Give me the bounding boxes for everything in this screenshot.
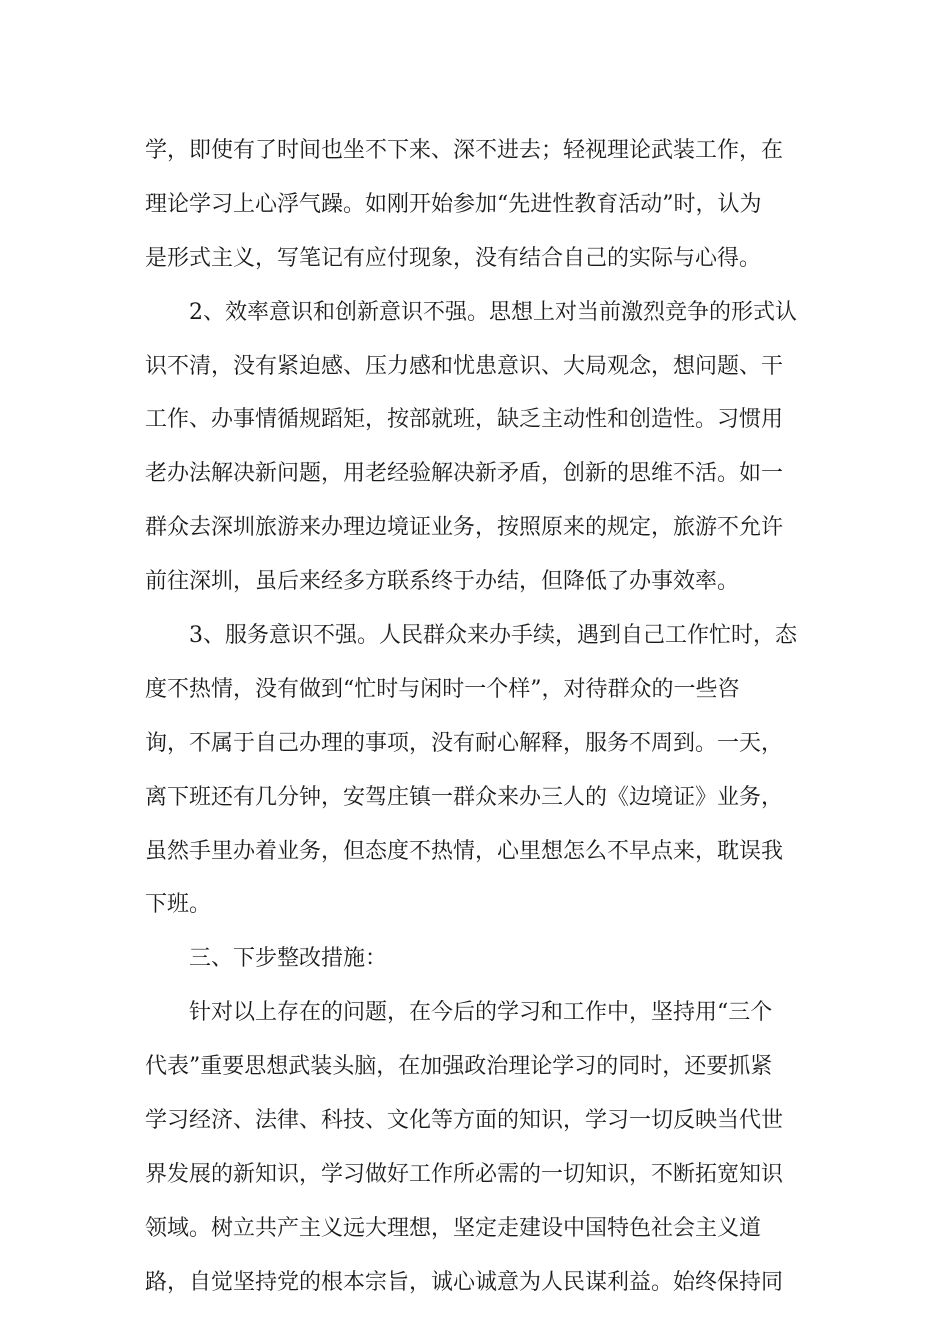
text-line: 群众去深圳旅游来办理边境证业务，按照原来的规定，旅游不允许 <box>145 515 784 541</box>
text-line: 离下班还有几分钟，安驾庄镇一群众来办三人的《边境证》业务， <box>145 784 784 810</box>
text-line: 路，自觉坚持党的根本宗旨，诚心诚意为人民谋利益。始终保持同 <box>145 1269 784 1295</box>
text-line: 工作、办事情循规蹈矩，按部就班，缺乏主动性和创造性。习惯用 <box>145 407 784 433</box>
section-heading: 三、下步整改措施： <box>189 946 388 972</box>
text-line: 询，不属于自己办理的事项，没有耐心解释，服务不周到。一天， <box>145 730 784 756</box>
text-line: 下班。 <box>145 892 212 918</box>
document-body <box>145 124 810 1310</box>
text-line: 前往深圳，虽后来经多方联系终于办结，但降低了办事效率。 <box>145 569 740 595</box>
text-line: 学，即使有了时间也坐不下来、深不进去；轻视理论武装工作，在 <box>145 138 784 163</box>
text-line: 识不清，没有紧迫感、压力感和忧患意识、大局观念，想问题、干 <box>145 353 784 379</box>
text-line: 界发展的新知识，学习做好工作所必需的一切知识，不断拓宽知识 <box>145 1161 784 1187</box>
text-line: 虽然手里办着业务，但态度不热情，心里想怎么不早点来，耽误我 <box>145 838 784 864</box>
text-line: 针对以上存在的问题，在今后的学习和工作中，坚持用“三个 <box>189 1000 773 1026</box>
text-line: 学习经济、法律、科技、文化等方面的知识，学习一切反映当代世 <box>145 1108 784 1134</box>
text-line: 代表”重要思想武装头脑，在加强政治理论学习的同时，还要抓紧 <box>145 1054 773 1080</box>
text-line: 是形式主义，写笔记有应付现象，没有结合自己的实际与心得。 <box>145 245 762 271</box>
text-line: 2、效率意识和创新意识不强。思想上对当前激烈竞争的形式认 <box>189 299 797 325</box>
text-line: 领域。树立共产主义远大理想，坚定走建设中国特色社会主义道 <box>145 1215 762 1241</box>
text-line: 度不热情，没有做到“忙时与闲时一个样”，对待群众的一些咨 <box>145 676 740 702</box>
text-line: 老办法解决新问题，用老经验解决新矛盾，创新的思维不活。如一 <box>145 461 784 487</box>
text-line: 理论学习上心浮气躁。如刚开始参加“先进性教育活动”时，认为 <box>145 191 762 217</box>
text-line: 3、服务意识不强。人民群众来办手续，遇到自己工作忙时，态 <box>189 623 797 649</box>
